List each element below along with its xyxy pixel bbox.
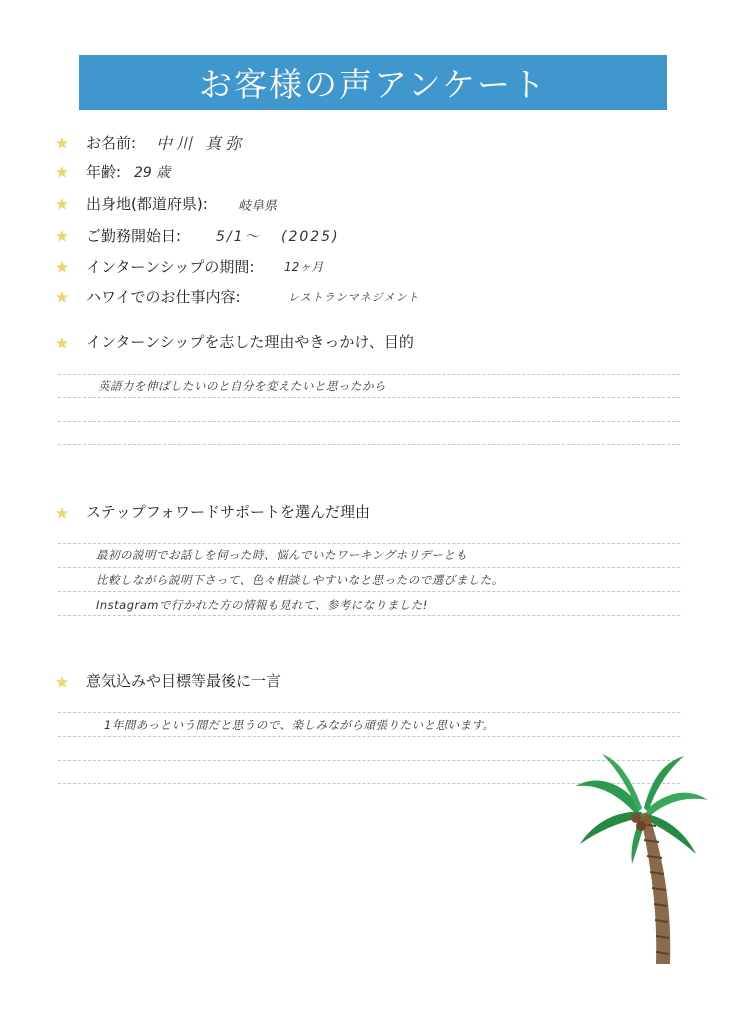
ruled-line [58, 567, 680, 568]
info-value: 29 歳 [134, 165, 171, 181]
section-heading-motivation: インターンシップを志した理由やきっかけ、目的 [86, 333, 414, 351]
info-label: ご勤務開始日: [86, 227, 182, 245]
palm-tree-icon [572, 752, 712, 967]
star-icon [56, 137, 68, 149]
star-icon [56, 291, 68, 303]
star-icon [56, 507, 68, 519]
info-value: レストランマネジメント [288, 291, 420, 304]
star-icon [56, 337, 68, 349]
ruled-line [58, 591, 680, 592]
star-icon [56, 676, 68, 688]
section-heading-reason: ステップフォワードサポートを選んだ理由 [86, 503, 370, 521]
ruled-line [58, 444, 680, 445]
ruled-line [58, 397, 680, 398]
info-label: 年齢: [86, 163, 122, 181]
title-banner [79, 55, 667, 110]
ruled-line [58, 712, 680, 713]
info-label: 出身地(都道府県): [86, 195, 208, 213]
answer-line: 1年間あっという間だと思うので、楽しみながら頑張りたいと思います。 [104, 718, 495, 732]
info-label: お名前: [86, 134, 137, 152]
answer-line: 比較しながら説明下さって、色々相談しやすいなと思ったので選びました。 [96, 573, 504, 587]
ruled-line [58, 736, 680, 737]
star-icon [56, 261, 68, 273]
star-icon [56, 198, 68, 210]
info-value: 中川 真弥 [156, 134, 246, 153]
section-heading-goals: 意気込みや目標等最後に一言 [86, 672, 282, 690]
answer-line: Instagramで行かれた方の情報も見れて、参考になりました! [96, 598, 428, 612]
info-label: インターンシップの期間: [86, 258, 255, 276]
star-icon [56, 166, 68, 178]
answer-line: 最初の説明でお話しを伺った時、悩んでいたワーキングホリデーとも [96, 548, 468, 562]
info-value: 12ヶ月 [284, 260, 324, 274]
ruled-line [58, 543, 680, 544]
page-title: お客様の声アンケート [198, 65, 548, 104]
ruled-line [58, 374, 680, 375]
ruled-line [58, 615, 680, 616]
ruled-line [58, 421, 680, 422]
info-label: ハワイでのお仕事内容: [86, 288, 241, 306]
answer-line: 英語力を伸ばしたいのと自分を変えたいと思ったから [98, 379, 386, 393]
star-icon [56, 230, 68, 242]
info-value: 岐阜県 [238, 199, 278, 214]
info-value: 5/1〜 (2025) [216, 229, 340, 245]
